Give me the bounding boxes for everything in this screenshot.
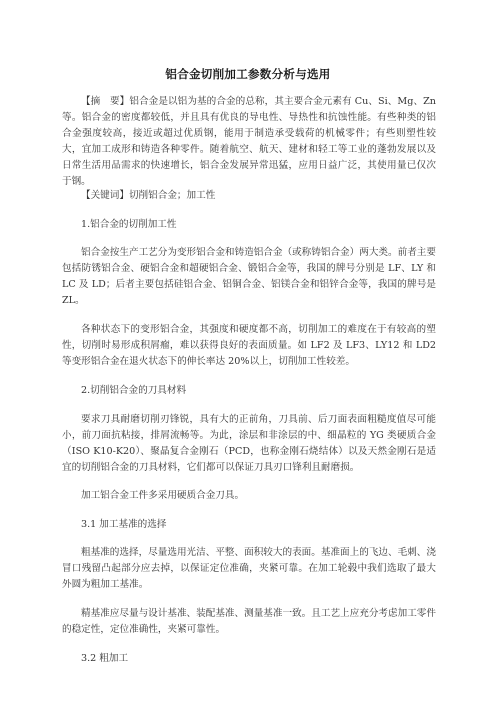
section-heading-3: 3.1 加工基准的选择 [81,519,167,530]
abstract-paragraph: 【摘 要】铝合金是以铝为基的合金的总称，其主要合金元素有 Cu、Si、Mg、Zn 等。铝合金的密度都较低，并且具有优良的导电性、导热性和抗蚀性能。有些种类的铝合金强度较高，接近或超过优质钢，能用于制造承受载荷的机械零件；有些则塑性较大，宜加工成形和铸造各种零件。随着航空、航天、建材和轻工等工业的蓬勃发展以及日常生活用品需求的快速增长，铝合金发展异常迅猛，应用日益广泛，其使用量已仅次于钢。 [62,96,436,187]
body-paragraph-3: 要求刀具耐磨切削刃锋锐，具有大的正前角，刀具前、后刀面表面粗糙度值尽可能小，前刀面抗粘接，排屑流畅等。为此，涂层和非涂层的中、细晶粒的 YG 类硬质合金（ISO K10-K20）、聚晶复合金刚石（PCD，也称金刚石烧结体）以及天然金刚石是适宜的切削铝合金的刀具材料，它们都可以保证刀具刃口锋利且耐磨损。 [62,414,436,473]
section-heading-4: 3.2 粗加工 [81,653,129,664]
body-paragraph-5: 粗基准的选择，尽量选用光洁、平整、面积较大的表面。基准面上的飞边、毛刺、浇冒口残留凸起部分应去掉，以保证定位准确，夹紧可靠。在加工轮毂中我们选取了最大外圆为粗加工基准。 [62,547,436,590]
keywords-line: 【关键词】切削铝合金；加工性 [81,190,216,201]
body-paragraph-1: 铝合金按生产工艺分为变形铝合金和铸造铝合金（或称铸铝合金）两大类。前者主要包括防锈铝合金、硬铝合金和超硬铝合金、锻铝合金等，我国的牌号分别是 LF、LY 和 LC 及 LD；后者主要包括硅铝合金、铝铜合金、铝镁合金和铝锌合金等，我国的牌号是 ZL。 [62,247,436,306]
body-paragraph-2: 各种状态下的变形铝合金，其强度和硬度都不高，切削加工的难度在于有较高的塑性，切削时易形成积屑瘤，难以获得良好的表面质量。如 LF2 及 LF3、LY12 和 LD2 等变形铝合金在退火状态下的伸长率达 20%以上，切削加工性较差。 [62,324,436,367]
section-heading-1: 1.铝合金的切削加工性 [81,219,177,230]
body-paragraph-6: 精基准应尽量与设计基准、装配基准、测量基准一致。且工艺上应充分考虑加工零件的稳定性，定位准确性，夹紧可靠性。 [62,608,436,635]
section-heading-2: 2.切削铝合金的刀具材料 [81,385,187,396]
document-title: 铝合金切削加工参数分析与选用 [165,67,331,81]
body-paragraph-4: 加工铝合金工件多采用硬质合金刀具。 [81,490,245,501]
